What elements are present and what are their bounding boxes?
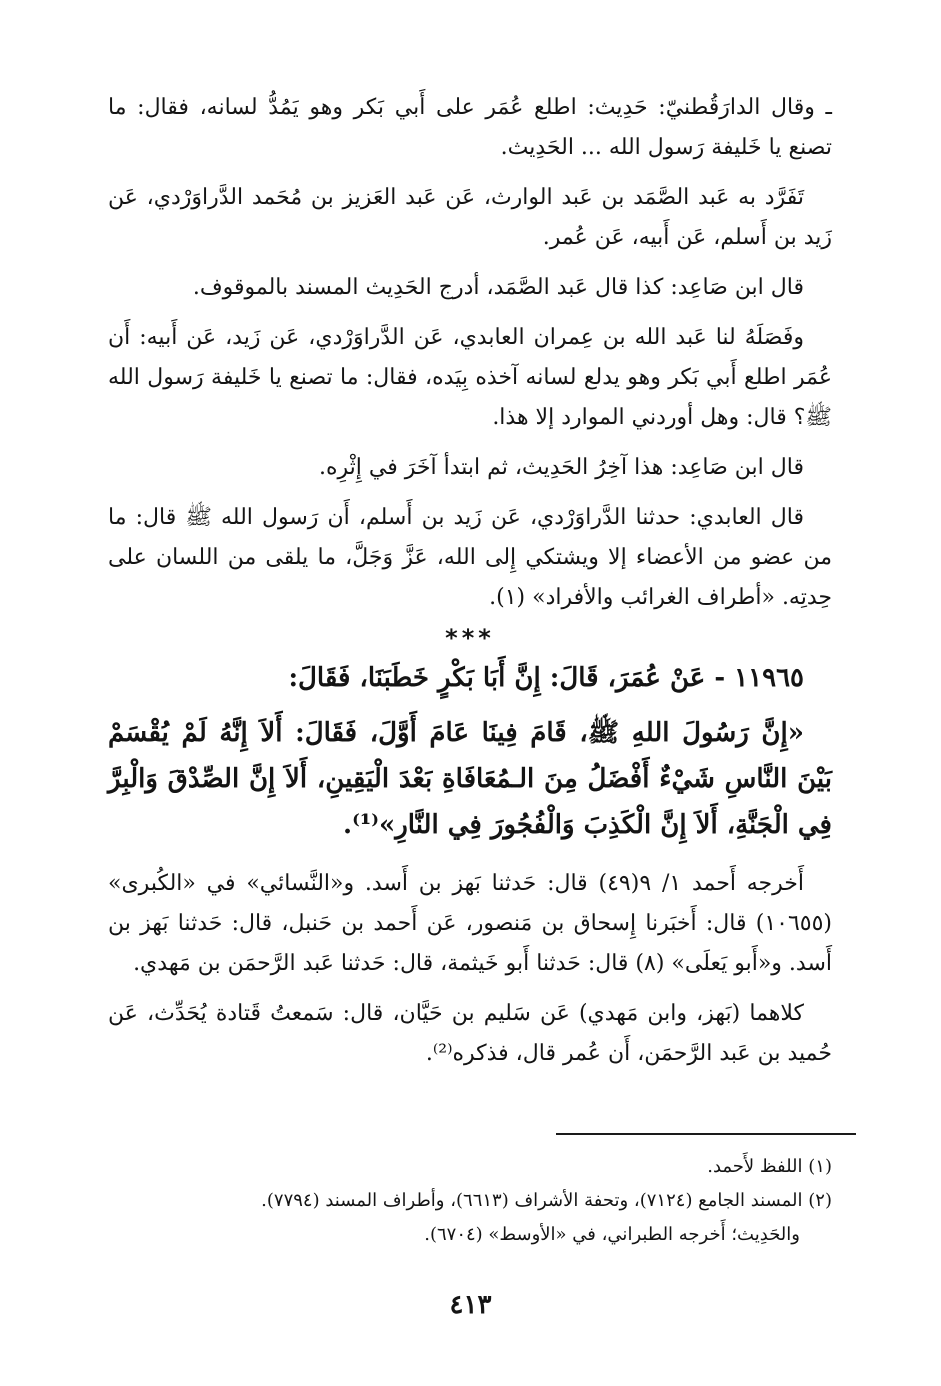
section-separator: *** <box>445 624 495 652</box>
footnote-2: (٢) المسند الجامع (٧١٢٤)، وتحفة الأشراف (٦٦١٣)، وأطراف المسند (٧٧٩٤). <box>261 1190 832 1211</box>
hadith-text: «إِنَّ رَسُولَ اللهِ ﷺ، قَامَ فِينَا عَامَ أَوَّلَ، فَقَالَ: أَلاَ إِنَّهُ لَمْ يُقْسَمْ بَيْنَ النَّاسِ شَيْءٌ أَفْضَلُ مِنَ الـمُعَافَاةِ بَعْدَ الْيَقِينِ، أَلاَ إِنَّ الصِّدْقَ وَالْبِرَّ فِي الْجَنَّةِ، أَلاَ إِنَّ الْكَذِبَ وَالْفُجُورَ فِي النَّارِ»⁽¹⁾. <box>108 718 832 840</box>
paragraph-ibn-saed-2: قال ابن صَاعِد: هذا آخِرُ الحَدِيث، ثم ابتدأ آخَرَ في إِثْرِه. <box>319 455 804 480</box>
footnote-divider <box>556 1133 856 1135</box>
paragraph-tafarrad: تَفَرَّد به عَبد الصَّمَد بن عَبد الوارث، عَن عَبد العَزيز بن مُحَمد الدَّراوَرْدي، عَن زَيد بن أَسلم، عَن أَبيه، عَن عُمر. <box>108 185 832 250</box>
takhrij-paragraph: أَخرجه أَحمد ١/ ٩(٤٩) قال: حَدثنا بَهز بن أَسد. و«النَّسائي» في «الكُبرى» (١٠٦٥٥) قال: أَخبَرنا إِسحاق بن مَنصور، عَن أَحمد بن حَنبل، قال: حَدثنا بَهز بن أَسد. و«أَبو يَعلَى» (٨) قال: حَدثنا أَبو خَيثمة، قال: حَدثنا عَبد الرَّحمَن بن مَهدي. <box>108 871 832 976</box>
chain-paragraph: كلاهما (بَهز، وابن مَهدي) عَن سَليم بن حَيَّان، قال: سَمعتُ قَتادة يُحَدِّث، عَن حُميد بن عَبد الرَّحمَن، أَن عُمر قال، فذكره⁽²⁾. <box>108 1001 832 1066</box>
hadith-heading: ١١٩٦٥ - عَنْ عُمَرَ، قَالَ: إِنَّ أَبَا بَكْرٍ خَطَبَنَا، فَقَالَ: <box>288 663 804 693</box>
footnote-1: (١) اللفظ لأَحمد. <box>707 1156 832 1177</box>
footnote-2-continuation: والحَدِيث؛ أَخرجه الطبراني، في «الأوسط» (٦٧٠٤). <box>424 1224 800 1245</box>
paragraph-daraqutni: ـ وقال الدارَقُطنيّ: حَدِيث: اطلع عُمَر على أَبي بَكر وهو يَمُدُّ لسانه، فقال: ما تصنع يا خَليفة رَسول الله ... الحَدِيث. <box>108 95 832 160</box>
paragraph-ibn-saed-1: قال ابن صَاعِد: كذا قال عَبد الصَّمَد، أدرج الحَدِيث المسند بالموقوف. <box>192 275 804 300</box>
page-number: ٤١٣ <box>449 1290 492 1320</box>
page-body <box>108 88 832 1074</box>
paragraph-abidi: قال العابدي: حدثنا الدَّراوَرْدي، عَن زَيد بن أَسلم، أَن رَسول الله ﷺ قال: ما من عضو من الأعضاء إلا ويشتكي إِلى الله، عَزَّ وَجَلَّ، ما يلقى من اللسان على حِدتِه. «أطراف الغرائب والأفراد» (١). <box>108 505 832 610</box>
paragraph-fasalah: وفَصَلَهُ لنا عَبد الله بن عِمران العابدي، عَن الدَّراوَرْدي، عَن زَيد، عَن أَبيه: أَن عُمَر اطلع أَبي بَكر وهو يدلع لسانه آخذه بِيَده، فقال: ما تصنع يا خَليفة رَسول الله ﷺ؟ قال: وهل أوردني الموارد إلا هذا. <box>108 325 832 430</box>
footnotes <box>108 1150 832 1252</box>
